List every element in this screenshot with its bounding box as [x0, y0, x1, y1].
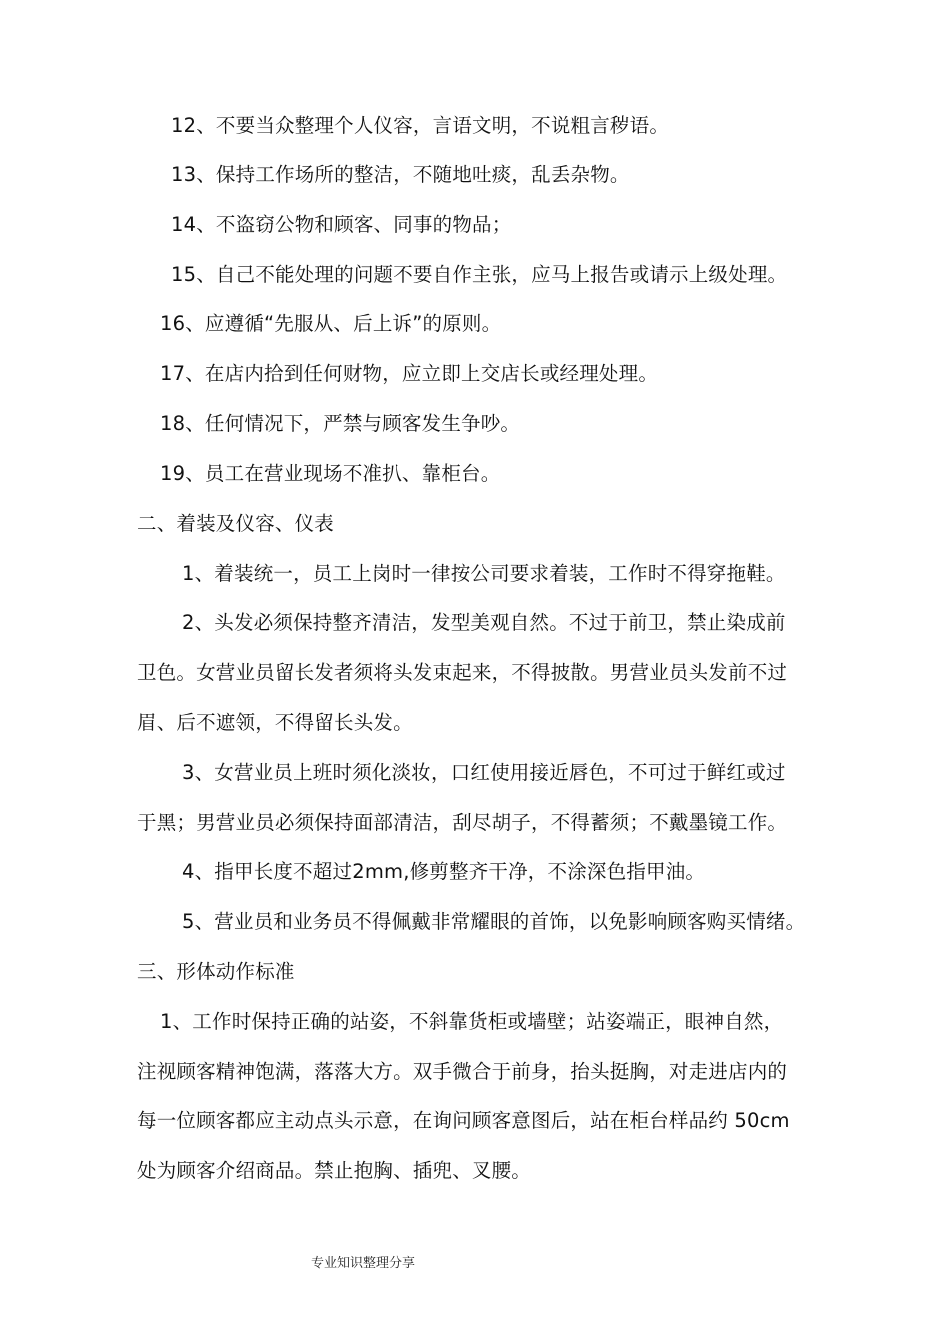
- section-heading-attire: 二、着装及仪容、仪表: [137, 512, 335, 535]
- attire-rule-2-line-2: 卫色。女营业员留长发者须将头发束起来，不得披散。男营业员头发前不过: [137, 661, 788, 684]
- attire-rule-3-line-2: 于黑；男营业员必须保持面部清洁，刮尽胡子，不得蓄须；不戴墨镜工作。: [137, 811, 788, 834]
- posture-rule-1-line-3: 每一位顾客都应主动点头示意，在询问顾客意图后，站在柜台样品约 50cm: [137, 1109, 790, 1132]
- attire-rule-2-line-3: 眉、后不遮领，不得留长头发。: [137, 711, 413, 734]
- rule-18: 18、任何情况下，严禁与顾客发生争吵。: [160, 412, 521, 435]
- rule-15: 15、自己不能处理的问题不要自作主张，应马上报告或请示上级处理。: [171, 263, 788, 286]
- attire-rule-4: 4、指甲长度不超过2mm,修剪整齐干净，不涂深色指甲油。: [182, 860, 706, 883]
- attire-rule-1: 1、着装统一，员工上岗时一律按公司要求着装，工作时不得穿拖鞋。: [182, 562, 786, 585]
- section-heading-posture: 三、形体动作标准: [137, 960, 295, 983]
- rule-13: 13、保持工作场所的整洁，不随地吐痰，乱丢杂物。: [171, 163, 630, 186]
- posture-rule-1-line-4: 处为顾客介绍商品。禁止抱胸、插兜、叉腰。: [137, 1159, 532, 1182]
- posture-rule-1-line-1: 1、工作时保持正确的站姿，不斜靠货柜或墙壁；站姿端正，眼神自然，: [160, 1010, 784, 1033]
- rule-16: 16、应遵循“先服从、后上诉”的原则。: [160, 312, 502, 335]
- rule-12: 12、不要当众整理个人仪容，言语文明，不说粗言秽语。: [171, 114, 670, 137]
- attire-rule-3-line-1: 3、女营业员上班时须化淡妆，口红使用接近唇色，不可过于鲜红或过: [182, 761, 786, 784]
- rule-17: 17、在店内拾到任何财物，应立即上交店长或经理处理。: [160, 362, 659, 385]
- page-footer: 专业知识整理分享: [311, 1256, 416, 1271]
- posture-rule-1-line-2: 注视顾客精神饱满，落落大方。双手微合于前身，抬头挺胸，对走进店内的: [137, 1060, 788, 1083]
- attire-rule-2-line-1: 2、头发必须保持整齐清洁，发型美观自然。不过于前卫，禁止染成前: [182, 611, 786, 634]
- rule-19: 19、员工在营业现场不准扒、靠柜台。: [160, 462, 501, 485]
- attire-rule-5: 5、营业员和业务员不得佩戴非常耀眼的首饰，以免影响顾客购买情绪。: [182, 910, 806, 933]
- rule-14: 14、不盗窃公物和顾客、同事的物品；: [171, 213, 512, 236]
